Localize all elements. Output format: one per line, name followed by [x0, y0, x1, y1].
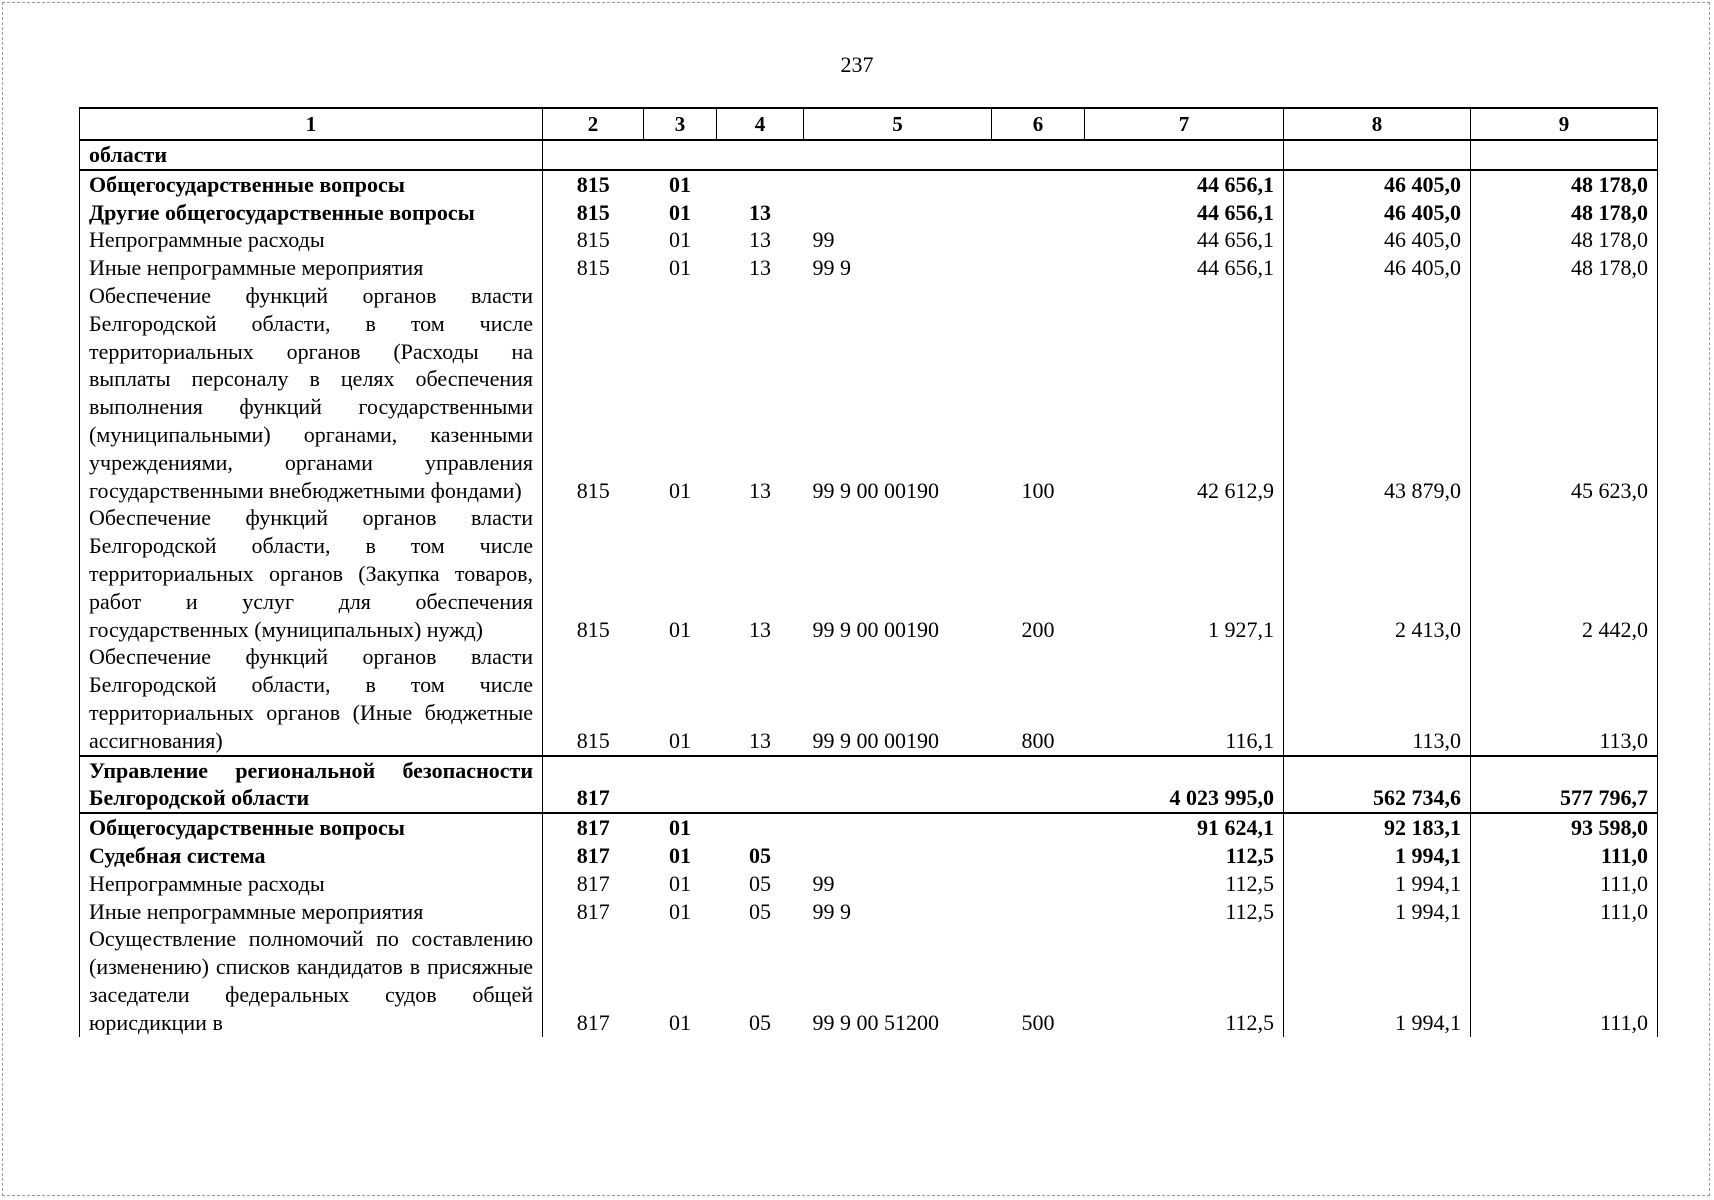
target-article-cell: 99 9: [812, 255, 851, 281]
section-code-cell: [644, 140, 717, 170]
target-article-cell: 99: [812, 227, 835, 253]
column-header: 3: [644, 108, 717, 140]
amount-cell-col9: 577 796,7: [1471, 756, 1658, 814]
amount-cell-col9: 93 598,0: [1471, 813, 1658, 842]
expense-type-cell: [992, 140, 1085, 170]
chapter-code-cell: 817: [543, 842, 644, 870]
amount-cell-col7: 44 656,1: [1085, 254, 1284, 282]
chapter-code-cell: 815: [543, 226, 644, 254]
row-name-cell: Обеспечение функций органов власти Белгородской области, в том числе территориальных органов (Иные бюджетные ассигнования): [80, 643, 543, 755]
section-code-cell: 01: [669, 1009, 691, 1035]
amount-cell-col9: 113,0: [1471, 643, 1658, 755]
table-row: [80, 254, 1658, 282]
chapter-code-cell: 817: [543, 870, 644, 898]
expense-type-cell: [992, 870, 1085, 898]
section-code-cell: 01: [669, 616, 691, 642]
amount-cell-col8: 46 405,0: [1284, 170, 1471, 199]
target-article-cell: 99 9: [812, 898, 851, 924]
chapter-code-cell: [543, 140, 644, 170]
amount-cell-col8: 46 405,0: [1284, 254, 1471, 282]
expense-type-cell: [992, 170, 1085, 199]
subsection-code-cell: [717, 756, 804, 814]
target-article-cell: [804, 199, 992, 227]
table-row: [80, 199, 1658, 227]
section-code-cell: 01: [669, 227, 691, 253]
row-name-cell: Иные непрограммные мероприятия: [80, 898, 543, 926]
section-code-cell: [644, 756, 717, 814]
target-article-cell: 99 9 00 51200: [812, 1009, 939, 1035]
row-name-cell: Общегосударственные вопросы: [80, 170, 543, 199]
subsection-code-cell: 05: [749, 870, 771, 896]
amount-cell-col7: [1085, 140, 1284, 170]
amount-cell-col9: 48 178,0: [1471, 170, 1658, 199]
subsection-code-cell: 05: [749, 1009, 771, 1035]
amount-cell-col7: 44 656,1: [1085, 226, 1284, 254]
subsection-code-cell: 13: [749, 199, 771, 225]
subsection-code-cell: 13: [749, 727, 771, 753]
table-row: [80, 643, 1658, 755]
chapter-code-cell: 815: [543, 504, 644, 643]
target-article-cell: 99 9 00 00190: [812, 616, 939, 642]
subsection-code-cell: 05: [749, 898, 771, 924]
row-name-cell: Непрограммные расходы: [80, 870, 543, 898]
column-header-row: [80, 108, 1658, 140]
budget-table: [79, 107, 1658, 1037]
row-name-cell: Другие общегосударственные вопросы: [80, 199, 543, 227]
subsection-code-cell: 13: [749, 616, 771, 642]
amount-cell-col7: 116,1: [1085, 643, 1284, 755]
expense-type-cell: [992, 813, 1085, 842]
row-name-cell: Общегосударственные вопросы: [80, 813, 543, 842]
target-article-cell: [804, 756, 992, 814]
row-name-cell: Обеспечение функций органов власти Белгородской области, в том числе территориальных органов (Закупка товаров, работ и услуг для обеспечения государственных (муниципальных) нужд): [80, 504, 543, 643]
subsection-code-cell: [717, 813, 804, 842]
expense-type-cell: [992, 898, 1085, 926]
subsection-code-cell: 05: [749, 842, 771, 868]
amount-cell-col7: 44 656,1: [1085, 170, 1284, 199]
amount-cell-col7: 112,5: [1085, 870, 1284, 898]
subsection-code-cell: 13: [749, 227, 771, 253]
amount-cell-col8: 113,0: [1284, 643, 1471, 755]
amount-cell-col9: 48 178,0: [1471, 254, 1658, 282]
column-header: 1: [80, 108, 543, 140]
expense-type-cell: 800: [1021, 727, 1055, 753]
amount-cell-col9: 2 442,0: [1471, 504, 1658, 643]
expense-type-cell: [992, 842, 1085, 870]
row-name-cell: Управление региональной безопасности Белгородской области: [80, 756, 543, 814]
amount-cell-col8: 562 734,6: [1284, 756, 1471, 814]
chapter-code-cell: 817: [543, 925, 644, 1036]
section-code-cell: 01: [669, 477, 691, 503]
chapter-code-cell: 817: [543, 813, 644, 842]
amount-cell-col9: 48 178,0: [1471, 199, 1658, 227]
amount-cell-col8: 1 994,1: [1284, 842, 1471, 870]
section-code-cell: 01: [669, 898, 691, 924]
expense-type-cell: 100: [1021, 477, 1055, 503]
table-body: [80, 140, 1658, 1037]
section-code-cell: 01: [669, 870, 691, 896]
amount-cell-col7: 112,5: [1085, 925, 1284, 1036]
expense-type-cell: [992, 756, 1085, 814]
amount-cell-col7: 1 927,1: [1085, 504, 1284, 643]
row-name-cell: Судебная система: [80, 842, 543, 870]
table-row: [80, 504, 1658, 643]
page-number: 237: [840, 52, 874, 77]
column-header: 9: [1471, 108, 1658, 140]
table-row: [80, 140, 1658, 170]
amount-cell-col8: 1 994,1: [1284, 898, 1471, 926]
amount-cell-col9: [1471, 140, 1658, 170]
amount-cell-col8: 2 413,0: [1284, 504, 1471, 643]
section-code-cell: 01: [669, 255, 691, 281]
target-article-cell: [804, 170, 992, 199]
row-name-cell: Непрограммные расходы: [80, 226, 543, 254]
column-header: 5: [804, 108, 992, 140]
table-row: [80, 925, 1658, 1036]
amount-cell-col9: 45 623,0: [1471, 282, 1658, 504]
target-article-cell: 99 9 00 00190: [812, 477, 939, 503]
table-row: [80, 870, 1658, 898]
expense-type-cell: [992, 199, 1085, 227]
section-code-cell: 01: [644, 170, 717, 199]
table-row: [80, 226, 1658, 254]
amount-cell-col9: 111,0: [1471, 842, 1658, 870]
amount-cell-col8: 92 183,1: [1284, 813, 1471, 842]
table-row: [80, 813, 1658, 842]
chapter-code-cell: 815: [543, 282, 644, 504]
chapter-code-cell: 815: [543, 199, 644, 227]
section-code-cell: 01: [669, 727, 691, 753]
expense-type-cell: [992, 226, 1085, 254]
table-row: [80, 898, 1658, 926]
amount-cell-col9: 48 178,0: [1471, 226, 1658, 254]
amount-cell-col7: 44 656,1: [1085, 199, 1284, 227]
chapter-code-cell: 815: [543, 170, 644, 199]
table-row: [80, 756, 1658, 814]
amount-cell-col7: 42 612,9: [1085, 282, 1284, 504]
row-name-cell: области: [80, 140, 543, 170]
amount-cell-col8: 46 405,0: [1284, 199, 1471, 227]
row-name-cell: Обеспечение функций органов власти Белгородской области, в том числе территориальных органов (Расходы на выплаты персоналу в целях обеспечения выполнения функций государственными (муниципальными) органами, казенными учреждениями, органами управления государственными внебюджетными фондами): [80, 282, 543, 504]
column-header: 2: [543, 108, 644, 140]
amount-cell-col7: 4 023 995,0: [1085, 756, 1284, 814]
target-article-cell: 99: [812, 870, 835, 896]
chapter-code-cell: 815: [543, 643, 644, 755]
table-row: [80, 170, 1658, 199]
amount-cell-col9: 111,0: [1471, 870, 1658, 898]
section-code-cell: 01: [669, 199, 691, 225]
target-article-cell: [804, 813, 992, 842]
amount-cell-col7: 91 624,1: [1085, 813, 1284, 842]
subsection-code-cell: 13: [749, 477, 771, 503]
chapter-code-cell: 815: [543, 254, 644, 282]
target-article-cell: [804, 140, 992, 170]
subsection-code-cell: 13: [749, 255, 771, 281]
table-row: [80, 842, 1658, 870]
expense-type-cell: 500: [1021, 1009, 1055, 1035]
section-code-cell: 01: [669, 842, 691, 868]
chapter-code-cell: 817: [543, 756, 644, 814]
amount-cell-col8: 1 994,1: [1284, 925, 1471, 1036]
column-header: 7: [1085, 108, 1284, 140]
subsection-code-cell: [717, 140, 804, 170]
target-article-cell: 99 9 00 00190: [812, 727, 939, 753]
amount-cell-col8: 43 879,0: [1284, 282, 1471, 504]
row-name-cell: Осуществление полномочий по составлению (изменению) списков кандидатов в присяжные заседатели федеральных судов общей юрисдикции в: [80, 925, 543, 1036]
amount-cell-col9: 111,0: [1471, 898, 1658, 926]
column-header: 8: [1284, 108, 1471, 140]
amount-cell-col8: 1 994,1: [1284, 870, 1471, 898]
amount-cell-col7: 112,5: [1085, 842, 1284, 870]
expense-type-cell: 200: [1021, 616, 1055, 642]
target-article-cell: [804, 842, 992, 870]
amount-cell-col7: 112,5: [1085, 898, 1284, 926]
chapter-code-cell: 817: [543, 898, 644, 926]
amount-cell-col8: [1284, 140, 1471, 170]
column-header: 6: [992, 108, 1085, 140]
section-code-cell: 01: [644, 813, 717, 842]
column-header: 4: [717, 108, 804, 140]
table-row: [80, 282, 1658, 504]
subsection-code-cell: [717, 170, 804, 199]
row-name-cell: Иные непрограммные мероприятия: [80, 254, 543, 282]
amount-cell-col8: 46 405,0: [1284, 226, 1471, 254]
expense-type-cell: [992, 254, 1085, 282]
amount-cell-col9: 111,0: [1471, 925, 1658, 1036]
